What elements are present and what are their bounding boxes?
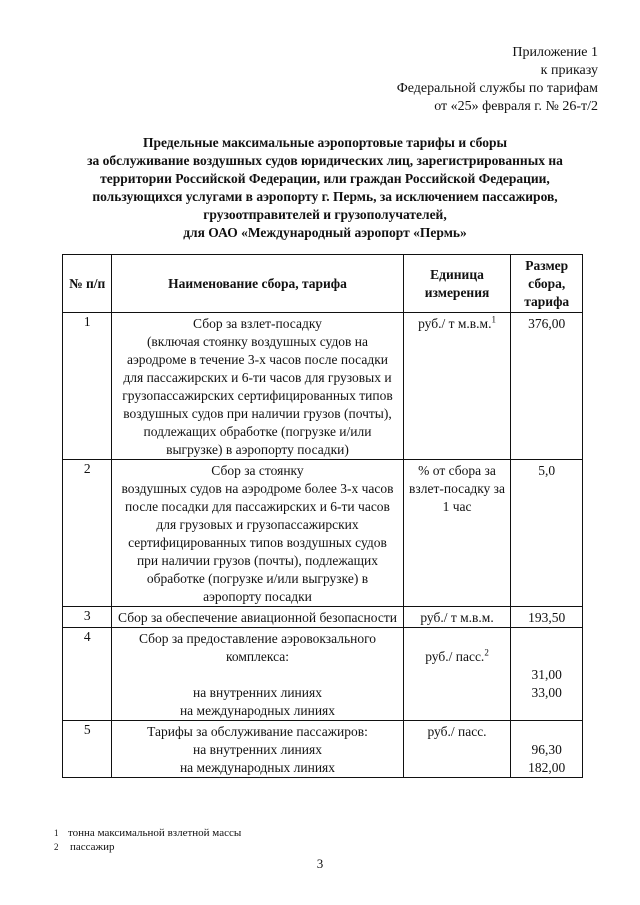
footnote-text: тонна максимальной взлетной массы [68,827,242,839]
document-title [50,134,600,242]
tariff-table [62,254,583,778]
table-row [63,628,583,721]
size-value: 31,00 [531,667,562,682]
footnotes [54,826,241,854]
appendix-line: Федеральной службы по тарифам [396,81,598,96]
title-line: для ОАО «Международный аэропорт «Пермь» [183,225,467,240]
footnote-mark: 2 [54,842,59,852]
appendix-header [397,44,598,116]
row-num: 3 [63,607,112,628]
footnote [54,826,241,840]
row-unit: % от сбора за взлет-посадку за 1 час [403,460,511,607]
fee-title: Сбор за стоянку [211,463,304,478]
table-row [63,721,583,778]
header-name: Наименование сбора, тарифа [112,255,403,313]
row-size: 376,00 [511,313,583,460]
appendix-line: к приказу [540,63,598,78]
size-value: 33,00 [531,685,562,700]
footnote-ref: 1 [491,314,496,325]
row-unit: руб./ т м.в.м. [403,607,511,628]
unit-text: руб./ т м.в.м. [418,316,492,331]
fee-detail: (включая стоянку воздушных судов на аэродроме в течение 3-х часов после посадки для пассажирских и 6-ти часов для грузовых и грузопассажирских сертифицированных типов воздушных судов при наличии грузов (почты), подлежащих обработке (погрузке и/или выгрузке) в аэропорту посадки) [122,334,393,457]
table-row [63,460,583,607]
appendix-line: Приложение 1 [512,45,598,60]
footnote-ref: 2 [484,647,489,658]
row-size [511,628,583,721]
title-line: за обслуживание воздушных судов юридических лиц, зарегистрированных на [87,153,563,168]
size-value: 182,00 [528,760,566,775]
sub-item: на международных линиях [179,703,336,718]
header-unit: Единица измерения [403,255,511,313]
table-header-row [63,255,583,313]
title-line: территории Российской Федерации, или граждан Российской Федерации, [100,171,550,186]
row-name [112,721,403,778]
sub-item: на международных линиях [179,760,336,775]
row-unit [403,313,511,460]
unit-text: руб./ пасс. [425,649,485,664]
footnote-text: пассажир [70,841,115,853]
row-num: 4 [63,628,112,721]
appendix-line: от «25» февраля г. № 26-т/2 [434,99,598,114]
fee-title: Сбор за взлет-посадку [193,316,322,331]
row-name [112,628,403,721]
size-value: 96,30 [531,742,562,757]
row-num: 5 [63,721,112,778]
fee-title: Тарифы за обслуживание пассажиров: [147,724,368,739]
sub-item: на внутренних линиях [193,685,322,700]
row-size: 193,50 [511,607,583,628]
sub-item: на внутренних линиях [193,742,322,757]
row-name: Сбор за обеспечение авиационной безопасности [112,607,403,628]
title-line: Предельные максимальные аэропортовые тарифы и сборы [142,135,507,150]
title-line: грузоотправителей и грузополучателей, [203,207,447,222]
table-row [63,313,583,460]
table-row [63,607,583,628]
row-unit [403,628,511,721]
header-num: № п/п [63,255,112,313]
footnote [54,840,241,854]
header-size: Размер сбора, тарифа [511,255,583,313]
title-line: пользующихся услугами в аэропорту г. Пермь, за исключением пассажиров, [92,189,558,204]
footnote-mark: 1 [54,828,59,838]
page-number: 3 [316,856,324,871]
fee-detail: воздушных судов на аэродроме более 3-х часов после посадки для пассажирских и 6-ти часов для грузовых и грузопассажирских сертифицированных типов воздушных судов при наличии грузов (почты), подлежащих обработке (погрузке и/или выгрузке) в аэропорту посадки [121,481,394,604]
row-size [511,721,583,778]
row-name [112,313,403,460]
row-num: 1 [63,313,112,460]
fee-title: Сбор за предоставление аэровокзального комплекса: [138,631,377,664]
row-name [112,460,403,607]
row-unit: руб./ пасс. [403,721,511,778]
row-size: 5,0 [511,460,583,607]
row-num: 2 [63,460,112,607]
